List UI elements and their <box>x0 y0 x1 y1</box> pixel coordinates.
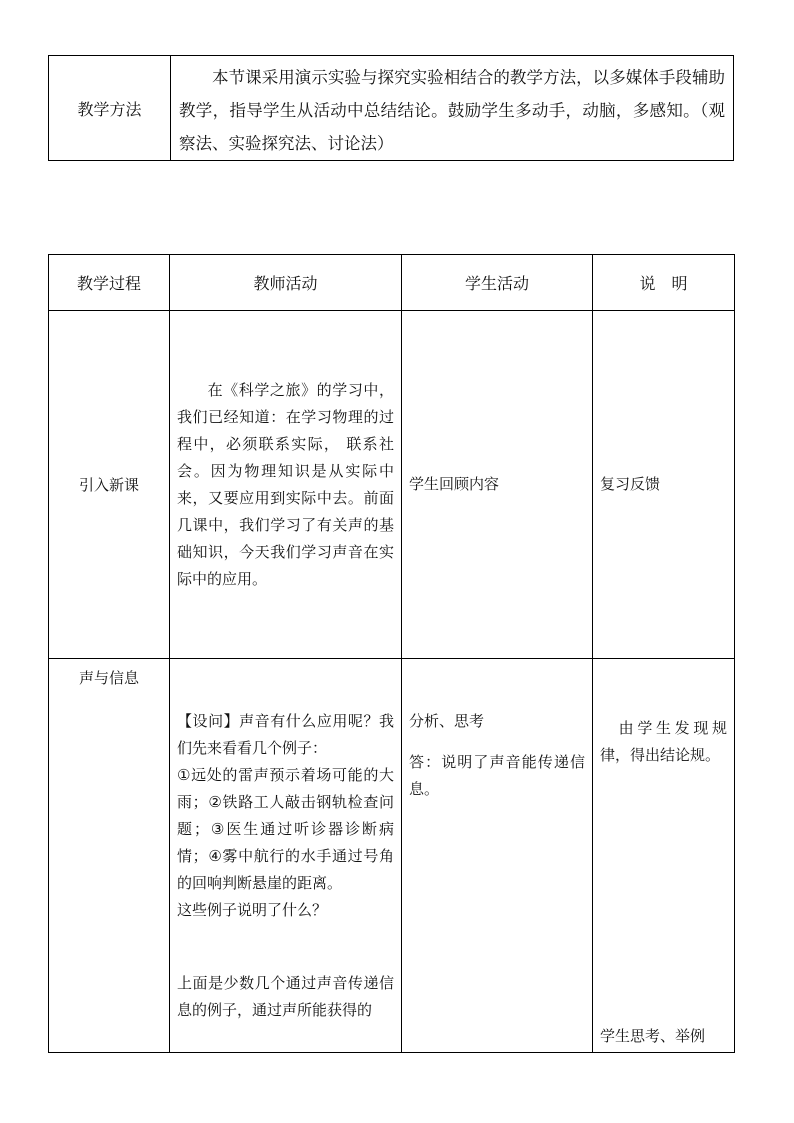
teacher-activity-intro <box>170 311 402 659</box>
method-label: 教学方法 <box>49 56 171 161</box>
method-text: 本节课采用演示实验与探究实验相结合的教学方法，以多媒体手段辅助教学，指导学生从活动中总结结论。鼓励学生多动手，动脑，多感知。（观察法、实验探究法、讨论法） <box>179 68 725 153</box>
teacher-ask: 这些例子说明了什么？ <box>177 901 328 919</box>
student-activity-intro <box>402 311 593 659</box>
note-sound <box>593 659 735 1053</box>
teaching-process-table <box>48 254 735 1053</box>
table-row <box>49 311 735 659</box>
method-cell <box>171 56 734 161</box>
student-analysis: 分析、思考 <box>409 712 485 730</box>
header-teacher: 教师活动 <box>170 255 402 311</box>
note-intro <box>593 311 735 659</box>
student-intro-text: 学生回顾内容 <box>409 475 500 493</box>
note-intro-text: 复习反馈 <box>600 475 661 493</box>
teacher-more: 上面是少数几个通过声音传递信息的例子，通过声所能获得的 <box>177 974 394 1019</box>
teacher-examples: ①远处的雷声预示着场可能的大雨；②铁路工人敲击钢轨检查问题；③医生通过听诊器诊断病情；④雾中航行的水手通过号角的回响判断悬崖的距离。 <box>177 766 394 892</box>
note-sound-2: 学生思考、举例 <box>600 1027 706 1045</box>
teacher-activity-sound <box>170 659 402 1053</box>
teacher-question: 【设问】声音有什么应用呢？我们先来看看几个例子： <box>177 712 394 757</box>
student-activity-sound <box>402 659 593 1053</box>
student-answer: 答：说明了声音能传递信息。 <box>409 753 585 798</box>
teacher-intro-text: 在《科学之旅》的学习中，我们已经知道：在学习物理的过程中，必须联系实际， 联系社会。因为物理知识是从实际中来，又要应用到实际中去。前面几课中，我们学习了有关声的基础知识，今天我们学习声音在实际中的应用。 <box>177 380 394 588</box>
stage-sound-info-text: 声与信息 <box>78 669 139 687</box>
note-sound-1: 由学生发现规律，得出结论规。 <box>600 719 727 764</box>
header-student: 学生活动 <box>402 255 593 311</box>
stage-intro: 引入新课 <box>49 311 170 659</box>
header-row <box>49 255 735 311</box>
stage-sound-info <box>49 659 170 1053</box>
header-stage: 教学过程 <box>49 255 170 311</box>
teaching-method-table <box>48 55 734 161</box>
header-note: 说 明 <box>593 255 735 311</box>
table-row <box>49 659 735 1053</box>
